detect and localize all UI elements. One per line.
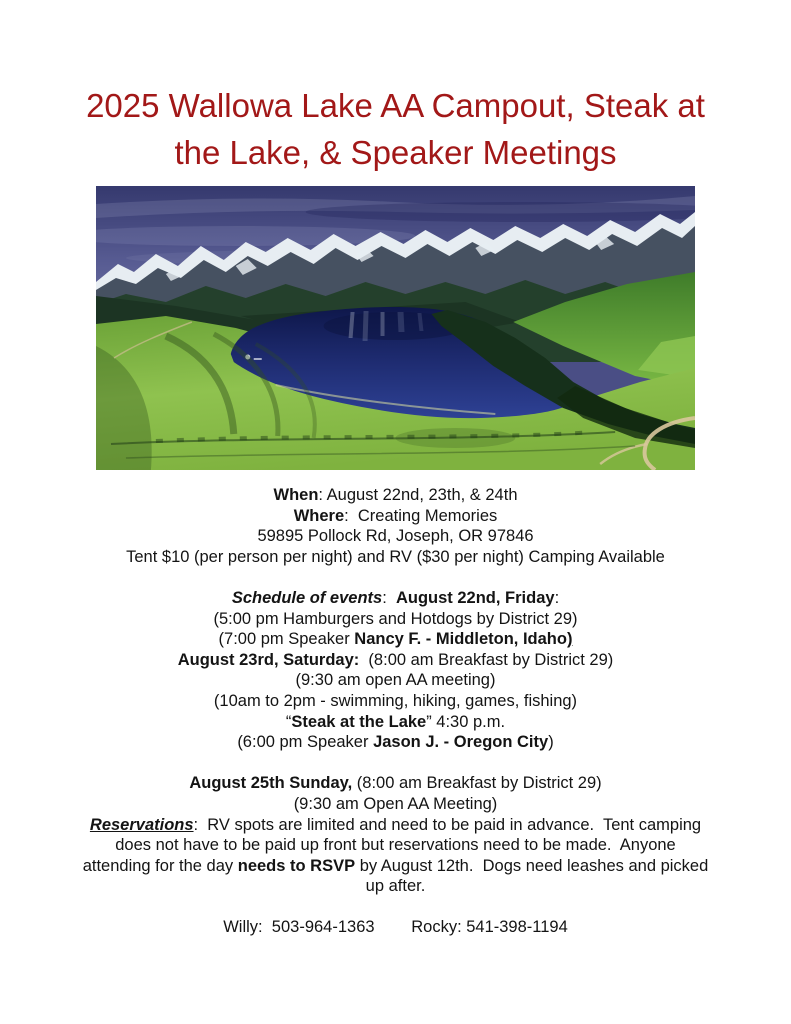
text-block [41, 773, 751, 897]
text-segment: Nancy F. - Middleton, Idaho [354, 630, 567, 649]
text-segment: Where [293, 506, 345, 525]
text-block [41, 588, 751, 753]
title-line-2: the Lake, & Speaker Meetings [174, 134, 617, 171]
title-line-1: 2025 Wallowa Lake AA Campout, Steak at [86, 87, 705, 124]
body-line [41, 547, 751, 568]
body-line [41, 773, 751, 794]
flyer-title [0, 82, 791, 176]
text-segment: (10am to 2pm - swimming, hiking, games, fishing) [213, 691, 578, 710]
text-segment: ) [566, 630, 573, 649]
body-line [41, 732, 751, 753]
text-segment: ) [548, 733, 554, 752]
text-segment: (9:30 am open AA meeting) [295, 671, 496, 690]
text-segment: Schedule of events [231, 588, 383, 607]
body-line [41, 856, 751, 877]
text-segment: August 23rd, Saturday: [177, 650, 360, 669]
body-line [41, 794, 751, 815]
body-line [41, 506, 751, 527]
text-segment: (5:00 pm Hamburgers and Hotdogs by District 29) [213, 609, 578, 628]
text-segment: does not have to be paid up front but reservations need to be made. Anyone [115, 836, 676, 855]
text-segment: “ [285, 712, 292, 731]
text-segment: (8:00 am Breakfast by District 29) [359, 650, 614, 669]
text-segment: 59895 Pollock Rd, Joseph, OR 97846 [257, 527, 534, 546]
text-segment: August 22nd, Friday [395, 588, 555, 607]
text-segment: needs to RSVP [237, 856, 356, 875]
text-segment: August 25th Sunday, [189, 774, 353, 793]
text-segment: up after. [365, 877, 426, 896]
text-segment: (8:00 am Breakfast by District 29) [352, 774, 602, 793]
text-segment: : August 22nd, 23th, & 24th [318, 486, 518, 504]
body-line [41, 917, 751, 938]
text-segment: : [554, 588, 560, 607]
flyer-body [41, 485, 751, 938]
body-line [41, 588, 751, 609]
body-line [41, 629, 751, 650]
text-segment: Reservations [89, 815, 194, 834]
body-line [41, 835, 751, 856]
text-segment: by August 12th. Dogs need leashes and picked [355, 856, 709, 875]
text-block [41, 917, 751, 938]
text-segment: ” 4:30 p.m. [426, 712, 506, 731]
body-line [41, 609, 751, 630]
text-segment: attending for the day [82, 856, 238, 875]
body-line [41, 526, 751, 547]
body-line [41, 485, 751, 506]
text-segment: (6:00 pm Speaker [237, 733, 374, 752]
text-segment: Willy: 503-964-1363 Rocky: 541-398-1194 [223, 918, 568, 937]
text-segment: Jason J. - Oregon City [373, 733, 549, 752]
body-line [41, 670, 751, 691]
text-segment: : RV spots are limited and need to be paid in advance. Tent camping [193, 815, 702, 834]
body-line [41, 712, 751, 733]
lake-photo [96, 186, 695, 470]
text-block [41, 485, 751, 567]
text-segment: : [382, 588, 396, 607]
text-segment: : Creating Memories [344, 506, 498, 525]
text-segment: Steak at the Lake [291, 712, 427, 731]
text-segment: (7:00 pm Speaker [218, 630, 355, 649]
body-line [41, 876, 751, 897]
text-segment: When [273, 486, 319, 504]
body-line [41, 650, 751, 671]
text-segment: Tent $10 (per person per night) and RV ($30 per night) Camping Available [126, 547, 665, 566]
text-segment: (9:30 am Open AA Meeting) [293, 794, 498, 813]
body-line [41, 815, 751, 836]
lake-photo-illustration [96, 186, 695, 470]
body-line [41, 691, 751, 712]
